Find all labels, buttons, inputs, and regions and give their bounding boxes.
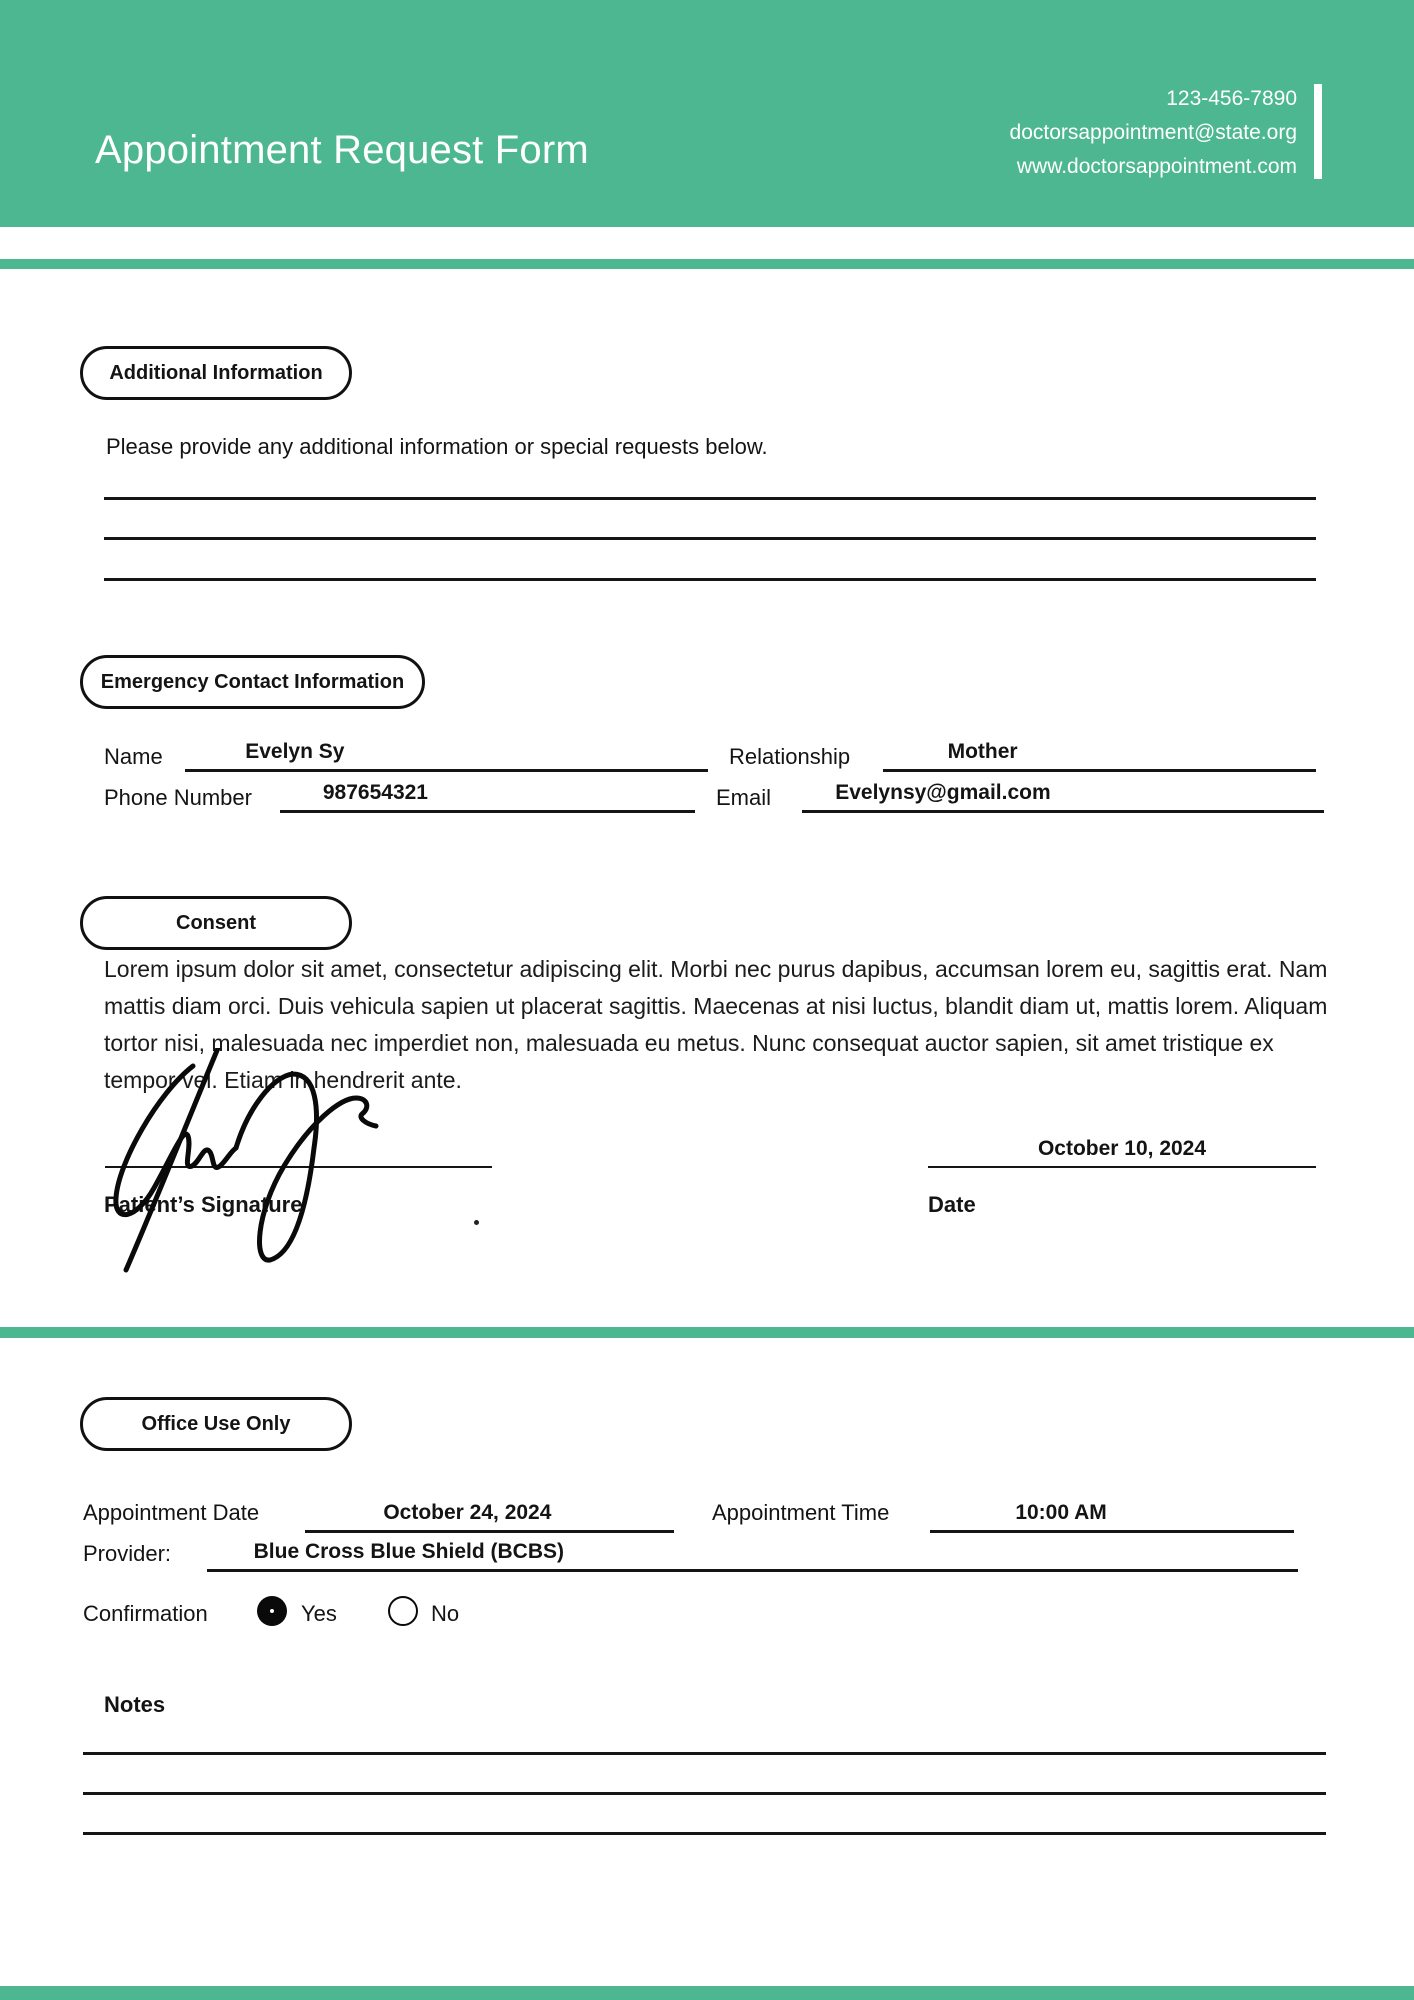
confirmation-option-yes[interactable]: Yes xyxy=(301,1601,337,1626)
consent-date-field[interactable] xyxy=(928,1128,1316,1168)
email-field[interactable] xyxy=(802,773,1324,813)
section-divider-top xyxy=(0,259,1414,269)
name-label: Name xyxy=(104,744,163,769)
consent-date-value: October 10, 2024 xyxy=(1037,1137,1207,1160)
phone-number-field[interactable] xyxy=(280,773,695,813)
email-value: Evelynsy@gmail.com xyxy=(835,781,1051,804)
appointment-date-field[interactable] xyxy=(305,1493,674,1533)
section-divider-middle xyxy=(0,1327,1414,1338)
header-phone: 123-456-7890 xyxy=(1166,87,1297,110)
section-title: Additional Information xyxy=(109,361,323,384)
provider-label: Provider: xyxy=(83,1541,172,1566)
page-title: Appointment Request Form xyxy=(95,128,589,172)
date-label: Date xyxy=(928,1192,976,1217)
header-website: www.doctorsappointment.com xyxy=(1016,155,1297,178)
section-title: Office Use Only xyxy=(141,1412,291,1435)
form-header xyxy=(0,0,1414,227)
section-header-consent xyxy=(80,896,352,950)
additional-info-blank-line[interactable] xyxy=(104,578,1316,581)
email-label: Email xyxy=(716,785,772,810)
radio-selected-icon[interactable] xyxy=(257,1596,287,1626)
confirmation-option-no[interactable]: No xyxy=(431,1601,460,1626)
patient-signature-image[interactable] xyxy=(88,1048,418,1280)
notes-label: Notes xyxy=(104,1692,166,1717)
section-title: Consent xyxy=(176,911,256,934)
relationship-label: Relationship xyxy=(729,744,851,769)
provider-field[interactable] xyxy=(207,1532,1298,1572)
notes-blank-line[interactable] xyxy=(83,1832,1326,1835)
appointment-date-value: October 24, 2024 xyxy=(383,1501,552,1524)
section-title: Emergency Contact Information xyxy=(100,670,405,693)
relationship-value: Mother xyxy=(947,740,1018,763)
provider-value: Blue Cross Blue Shield (BCBS) xyxy=(253,1540,565,1563)
header-email: doctorsappointment@state.org xyxy=(1009,121,1297,144)
appointment-date-label: Appointment Date xyxy=(83,1500,260,1525)
phone-number-label: Phone Number xyxy=(104,785,252,810)
header-contact-block xyxy=(1010,82,1297,184)
section-header-emergency-contact xyxy=(80,655,425,709)
notes-blank-line[interactable] xyxy=(83,1792,1326,1795)
footer-bar xyxy=(0,1986,1414,2000)
phone-number-value: 987654321 xyxy=(322,781,428,804)
section-header-additional-information xyxy=(80,346,352,400)
consent-text: Lorem ipsum dolor sit amet, consectetur adipiscing elit. Morbi nec purus dapibus, accumsan lorem eu, sagittis erat. Nam mattis diam orci. Duis vehicula sapien ut placerat sagittis. Maecenas at nisi luctus, blandit diam ut, mattis lorem. Aliquam tortor nisi, malesuada nec imperdiet non, malesuada eu metus. Nunc consequat auctor sapien, sit amet tristique ex tempor vel. Etiam in hendrerit ante. xyxy=(104,956,1328,1093)
notes-blank-line[interactable] xyxy=(83,1752,1326,1755)
appointment-time-value: 10:00 AM xyxy=(1015,1501,1107,1524)
appointment-time-field[interactable] xyxy=(930,1493,1294,1533)
additional-info-instruction: Please provide any additional information or special requests below. xyxy=(106,434,768,459)
appointment-time-label: Appointment Time xyxy=(712,1500,890,1525)
radio-unselected-icon[interactable] xyxy=(388,1596,418,1626)
name-field[interactable] xyxy=(185,732,708,772)
section-header-office-use-only xyxy=(80,1397,352,1451)
name-value: Evelyn Sy xyxy=(245,740,345,763)
additional-info-blank-line[interactable] xyxy=(104,497,1316,500)
header-vertical-bar xyxy=(1314,84,1322,179)
signature-label-dot xyxy=(474,1220,479,1225)
relationship-field[interactable] xyxy=(883,732,1316,772)
confirmation-label: Confirmation xyxy=(83,1601,208,1626)
patient-signature-label: Patient’s Signature xyxy=(104,1192,303,1217)
additional-info-blank-line[interactable] xyxy=(104,537,1316,540)
